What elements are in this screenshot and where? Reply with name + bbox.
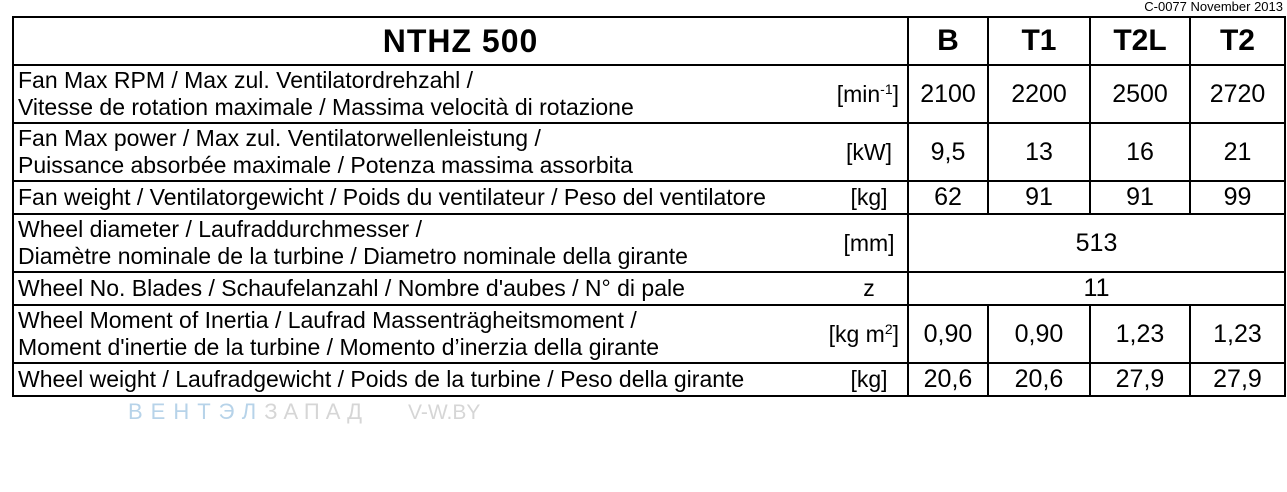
value-cell: 16 (1090, 123, 1190, 181)
value-cell: 9,5 (908, 123, 988, 181)
description-line: Wheel No. Blades / Schaufelanzahl / Nombre d'aubes / N° di pale (18, 275, 685, 301)
unit-label: [mm] (843, 229, 895, 256)
table-row-wheel-inertia (13, 305, 1285, 363)
table-row-wheel-weight (13, 363, 1285, 396)
description-text (18, 67, 634, 121)
description-line: Fan Max power / Max zul. Ventilatorwellenleistung / (18, 125, 541, 151)
unit-label (837, 81, 899, 108)
unit-superscript: 2 (884, 320, 893, 337)
description-line: Fan Max RPM / Max zul. Ventilatordrehzahl / (18, 67, 474, 93)
unit-text: [min (836, 80, 881, 107)
document-code: C-0077 November 2013 (1144, 0, 1283, 14)
value-cell: 0,90 (988, 305, 1090, 363)
value-cell: 2720 (1190, 65, 1285, 123)
watermark-brand-a: ВЕНТЭЛ (128, 399, 265, 424)
description-line: Moment d'inertie de la turbine / Momento d’inerzia della girante (18, 334, 660, 360)
row-description (13, 181, 908, 214)
model-header-t2l: T2L (1090, 17, 1190, 65)
value-cell: 91 (988, 181, 1090, 214)
value-cell: 1,23 (1090, 305, 1190, 363)
unit-label: [kW] (846, 138, 892, 165)
unit-bracket: ] (892, 320, 899, 347)
value-cell: 2500 (1090, 65, 1190, 123)
value-cell: 0,90 (908, 305, 988, 363)
value-cell: 91 (1090, 181, 1190, 214)
model-header-t1: T1 (988, 17, 1090, 65)
description-text (18, 216, 688, 270)
value-cell: 20,6 (988, 363, 1090, 396)
header-row (13, 17, 1285, 65)
model-header-t2: T2 (1190, 17, 1285, 65)
value-cell: 99 (1190, 181, 1285, 214)
unit-label: [kg] (850, 366, 888, 392)
watermark (128, 399, 480, 425)
unit-text: [kg m (828, 320, 885, 347)
description-text (18, 366, 744, 393)
row-description (13, 272, 908, 305)
description-line: Wheel diameter / Laufraddurchmesser / (18, 216, 422, 242)
model-header-b: B (908, 17, 988, 65)
value-cell: 1,23 (1190, 305, 1285, 363)
value-cell: 2100 (908, 65, 988, 123)
description-text (18, 307, 659, 361)
unit-label: [kg] (850, 184, 888, 210)
description-line: Wheel Moment of Inertia / Laufrad Massenträgheitsmoment / (18, 307, 637, 333)
description-text (18, 184, 766, 211)
table-row-fan-weight (13, 181, 1285, 214)
value-cell: 20,6 (908, 363, 988, 396)
row-description (13, 214, 908, 272)
description-text (18, 275, 685, 302)
unit-label: z (863, 275, 875, 301)
value-cell: 13 (988, 123, 1090, 181)
watermark-brand-b: ЗАПАД (264, 399, 369, 424)
table-row-wheel-diameter (13, 214, 1285, 272)
specification-table (12, 16, 1286, 397)
description-line: Vitesse de rotation maximale / Massima velocità di rotazione (18, 94, 634, 120)
description-line: Fan weight / Ventilatorgewicht / Poids du ventilateur / Peso del ventilatore (18, 184, 766, 210)
row-description (13, 65, 908, 123)
table-title: NTHZ 500 (13, 17, 908, 65)
value-cell: 62 (908, 181, 988, 214)
unit-superscript: -1 (880, 80, 893, 97)
row-description (13, 363, 908, 396)
row-description (13, 305, 908, 363)
value-cell: 21 (1190, 123, 1285, 181)
watermark-site: V-W.BY (408, 401, 481, 424)
row-description (13, 123, 908, 181)
value-cell-merged: 11 (908, 272, 1285, 305)
value-cell: 27,9 (1090, 363, 1190, 396)
table-row-fan-max-rpm (13, 65, 1285, 123)
value-cell: 27,9 (1190, 363, 1285, 396)
value-cell-merged: 513 (908, 214, 1285, 272)
unit-bracket: ] (892, 80, 899, 107)
description-line: Diamètre nominale de la turbine / Diametro nominale della girante (18, 243, 688, 269)
table-row-wheel-blades (13, 272, 1285, 305)
table-row-fan-max-power (13, 123, 1285, 181)
description-line: Puissance absorbée maximale / Potenza massima assorbita (18, 152, 633, 178)
description-line: Wheel weight / Laufradgewicht / Poids de la turbine / Peso della girante (18, 366, 745, 392)
description-text (18, 125, 633, 179)
value-cell: 2200 (988, 65, 1090, 123)
unit-label (829, 321, 899, 348)
